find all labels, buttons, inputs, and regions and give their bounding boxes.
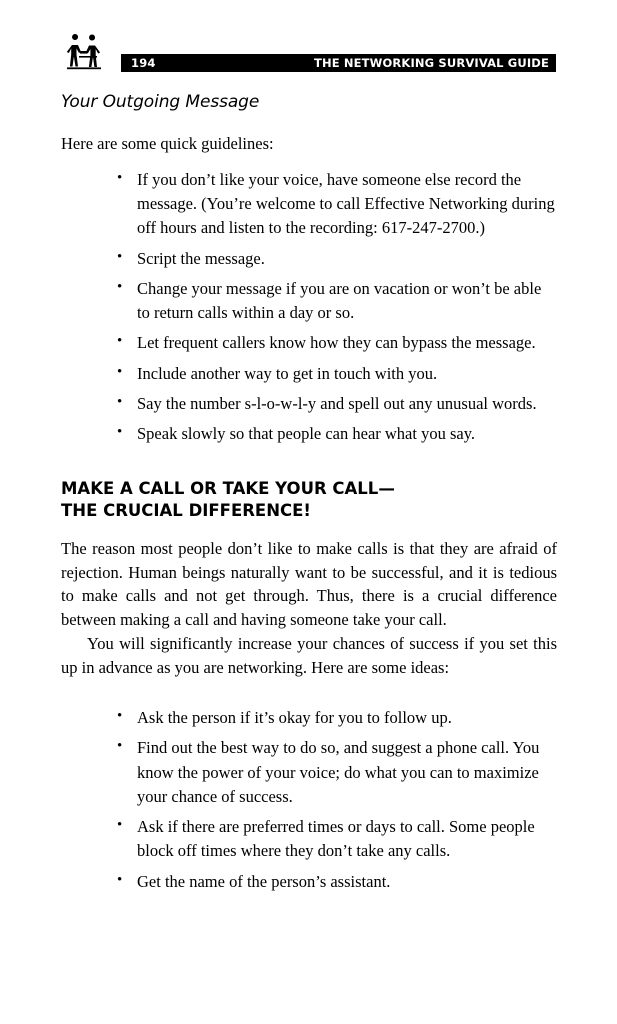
paragraph-chances: You will significantly increase your chances of success if you set this up in advance as you are networking. Here are some ideas: (61, 634, 557, 678)
heading-line-2: THE CRUCIAL DIFFERENCE! (61, 500, 311, 520)
guidelines-list (61, 168, 557, 447)
paragraph-rejection: The reason most people don’t like to make calls is that they are afraid of rejection. Human beings naturally want to be successful, and it is tedious to make calls and not get through. Thus, there is a crucial difference between making a call and having someone take your call. (61, 538, 557, 630)
list-item: • If you don’t like your voice, have someone else record the message. (You’re welcome to call Effective Networking during off hours and listen to the recording: 617-247-2700.) (117, 168, 557, 241)
intro-paragraph: Here are some quick guidelines: (61, 134, 274, 153)
book-title: THE NETWORKING SURVIVAL GUIDE (313, 56, 549, 70)
section-title: Your Outgoing Message (61, 92, 260, 112)
page-number: 194 (131, 56, 156, 70)
list-item: • Include another way to get in touch with you. (117, 362, 557, 386)
ideas-list (61, 706, 557, 894)
list-item: • Ask if there are preferred times or days to call. Some people block off times where they don’t take any calls. (117, 815, 557, 864)
list-item: • Speak slowly so that people can hear what you say. (117, 422, 557, 446)
list-item: • Say the number s-l-o-w-l-y and spell out any unusual words. (117, 392, 557, 416)
running-head (61, 34, 556, 72)
list-item: • Ask the person if it’s okay for you to follow up. (117, 706, 557, 730)
list-item: • Find out the best way to do so, and suggest a phone call. You know the power of your voice; do what you can to maximize your chance of success. (117, 736, 557, 809)
list-item: • Script the message. (117, 247, 557, 271)
page-body (61, 92, 557, 900)
list-item: • Change your message if you are on vacation or won’t be able to return calls within a day or so. (117, 277, 557, 326)
list-item: • Get the name of the person’s assistant. (117, 870, 557, 894)
handshake-people-icon (61, 34, 121, 72)
header-bar (121, 54, 556, 72)
heading-make-a-call (61, 478, 557, 520)
list-item: • Let frequent callers know how they can bypass the message. (117, 331, 557, 355)
heading-line-1: MAKE A CALL OR TAKE YOUR CALL— (61, 479, 395, 499)
